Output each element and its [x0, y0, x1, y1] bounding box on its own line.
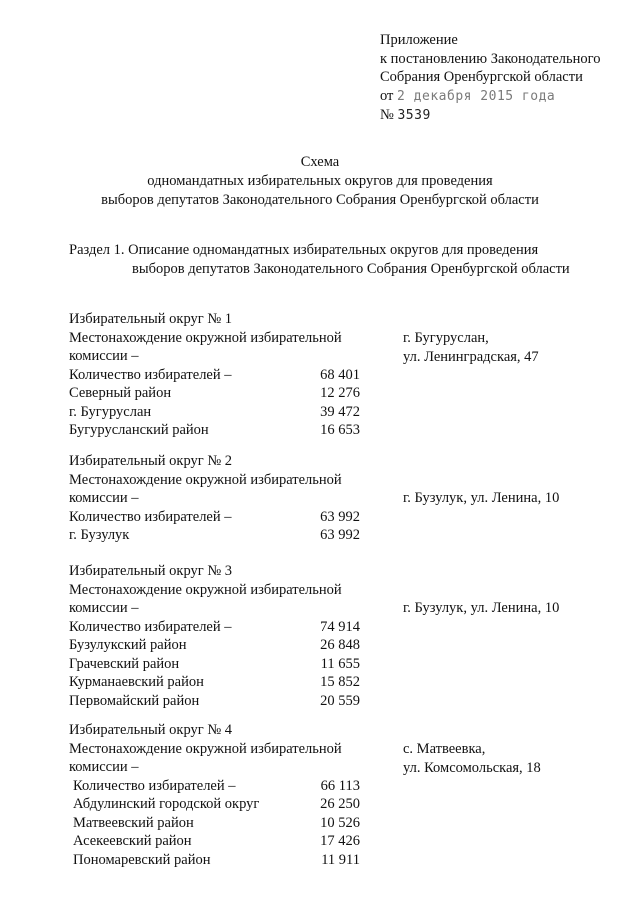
row-value: 11 655 [320, 655, 360, 672]
row-value: 17 426 [320, 833, 360, 849]
commission-label-2: комиссии – [69, 348, 139, 364]
commission-label-1: Местонахождение окружной избирательной [69, 471, 342, 488]
row-value: 39 472 [320, 403, 360, 420]
row-label: Количество избирателей – [69, 618, 232, 635]
row-label: Курманаевский район [69, 674, 204, 690]
commission-label-1: Местонахождение окружной избирательной [69, 740, 342, 757]
appendix-block [380, 31, 601, 126]
district-heading: Избирательный округ № 2 [69, 453, 233, 469]
row-value: 63 992 [320, 527, 360, 543]
row-value: 20 559 [320, 692, 360, 709]
row-label: Количество избирателей – [73, 777, 236, 794]
title-line-1: Схема [300, 154, 340, 170]
address-line-1: г. Бузулук, ул. Ленина, 10 [403, 600, 560, 616]
row-value: 68 401 [320, 366, 360, 383]
table-row [69, 508, 629, 527]
table-row [69, 636, 629, 655]
row-label: Первомайский район [69, 692, 200, 709]
table-row [69, 777, 629, 796]
row-label: Абдулинский городской округ [73, 796, 260, 812]
title-line-2: одномандатных избирательных округов для проведения [147, 173, 493, 189]
section-heading [69, 241, 609, 279]
appendix-line-2: к постановлению Законодательного [380, 50, 601, 67]
row-label: г. Бугуруслан [69, 403, 152, 420]
appendix-number-value: 3539 [397, 108, 431, 123]
row-value: 12 276 [320, 385, 360, 401]
appendix-date-prefix: от [380, 87, 394, 104]
commission-address [403, 599, 559, 618]
address-line-1: г. Бузулук, ул. Ленина, 10 [403, 490, 560, 506]
commission-label-1: Местонахождение окружной избирательной [69, 581, 342, 598]
table-row [69, 832, 629, 851]
row-label: Пономаревский район [73, 851, 211, 868]
title-line-3: выборов депутатов Законодательного Собрания Оренбургской области [101, 192, 539, 208]
address-line-2: ул. Ленинградская, 47 [403, 349, 539, 365]
district-1 [69, 310, 629, 440]
district-2 [69, 452, 629, 545]
row-label: Количество избирателей – [69, 366, 232, 383]
district-heading: Избирательный округ № 1 [69, 311, 233, 327]
row-label: Грачевский район [69, 655, 180, 672]
table-row [69, 795, 629, 814]
row-value: 10 526 [320, 814, 360, 831]
appendix-number-prefix: № [380, 107, 394, 123]
address-line-1: г. Бугуруслан, [403, 330, 489, 346]
district-heading: Избирательный округ № 3 [69, 563, 233, 579]
row-label: Бугурусланский район [69, 422, 209, 438]
row-value: 63 992 [320, 508, 360, 525]
district-4 [69, 721, 629, 869]
row-value: 26 250 [320, 796, 360, 812]
row-label: Количество избирателей – [69, 508, 232, 525]
commission-label-2: комиссии – [69, 759, 139, 775]
address-line-1: с. Матвеевка, [403, 741, 486, 757]
table-row [69, 366, 629, 385]
row-label: Матвеевский район [73, 814, 194, 831]
table-row [69, 526, 629, 545]
appendix-line-3: Собрания Оренбургской области [380, 69, 583, 85]
table-row [69, 692, 629, 711]
table-row [69, 814, 629, 833]
table-row [69, 851, 629, 870]
commission-address [403, 329, 539, 367]
row-value: 26 848 [320, 637, 360, 653]
table-row [69, 618, 629, 637]
commission-address [403, 489, 559, 508]
table-row [69, 421, 629, 440]
table-row [69, 673, 629, 692]
row-label: г. Бузулук [69, 527, 130, 543]
row-label: Асекеевский район [73, 833, 192, 849]
row-value: 11 911 [321, 851, 360, 868]
commission-label-2: комиссии – [69, 490, 139, 506]
appendix-number [380, 106, 601, 126]
row-label: Бузулукский район [69, 637, 187, 653]
appendix-date-value: 2 декабря 2015 года [397, 88, 556, 104]
row-value: 66 113 [320, 777, 360, 794]
row-value: 74 914 [320, 618, 360, 635]
row-value: 16 653 [320, 422, 360, 438]
appendix-line-1: Приложение [380, 32, 458, 48]
district-heading: Избирательный округ № 4 [69, 722, 233, 738]
appendix-date [380, 87, 601, 107]
commission-label-1: Местонахождение окружной избирательной [69, 329, 342, 346]
district-3 [69, 562, 629, 710]
address-line-2: ул. Комсомольская, 18 [403, 760, 541, 776]
document-title [0, 153, 640, 210]
section-line-1: Раздел 1. Описание одномандатных избирательных округов для проведения [69, 242, 539, 258]
commission-address [403, 740, 541, 778]
row-value: 15 852 [320, 674, 360, 690]
commission-label-2: комиссии – [69, 600, 139, 616]
section-line-2: выборов депутатов Законодательного Собрания Оренбургской области [132, 261, 570, 277]
row-label: Северный район [69, 385, 172, 401]
table-row [69, 403, 629, 422]
table-row [69, 384, 629, 403]
table-row [69, 655, 629, 674]
